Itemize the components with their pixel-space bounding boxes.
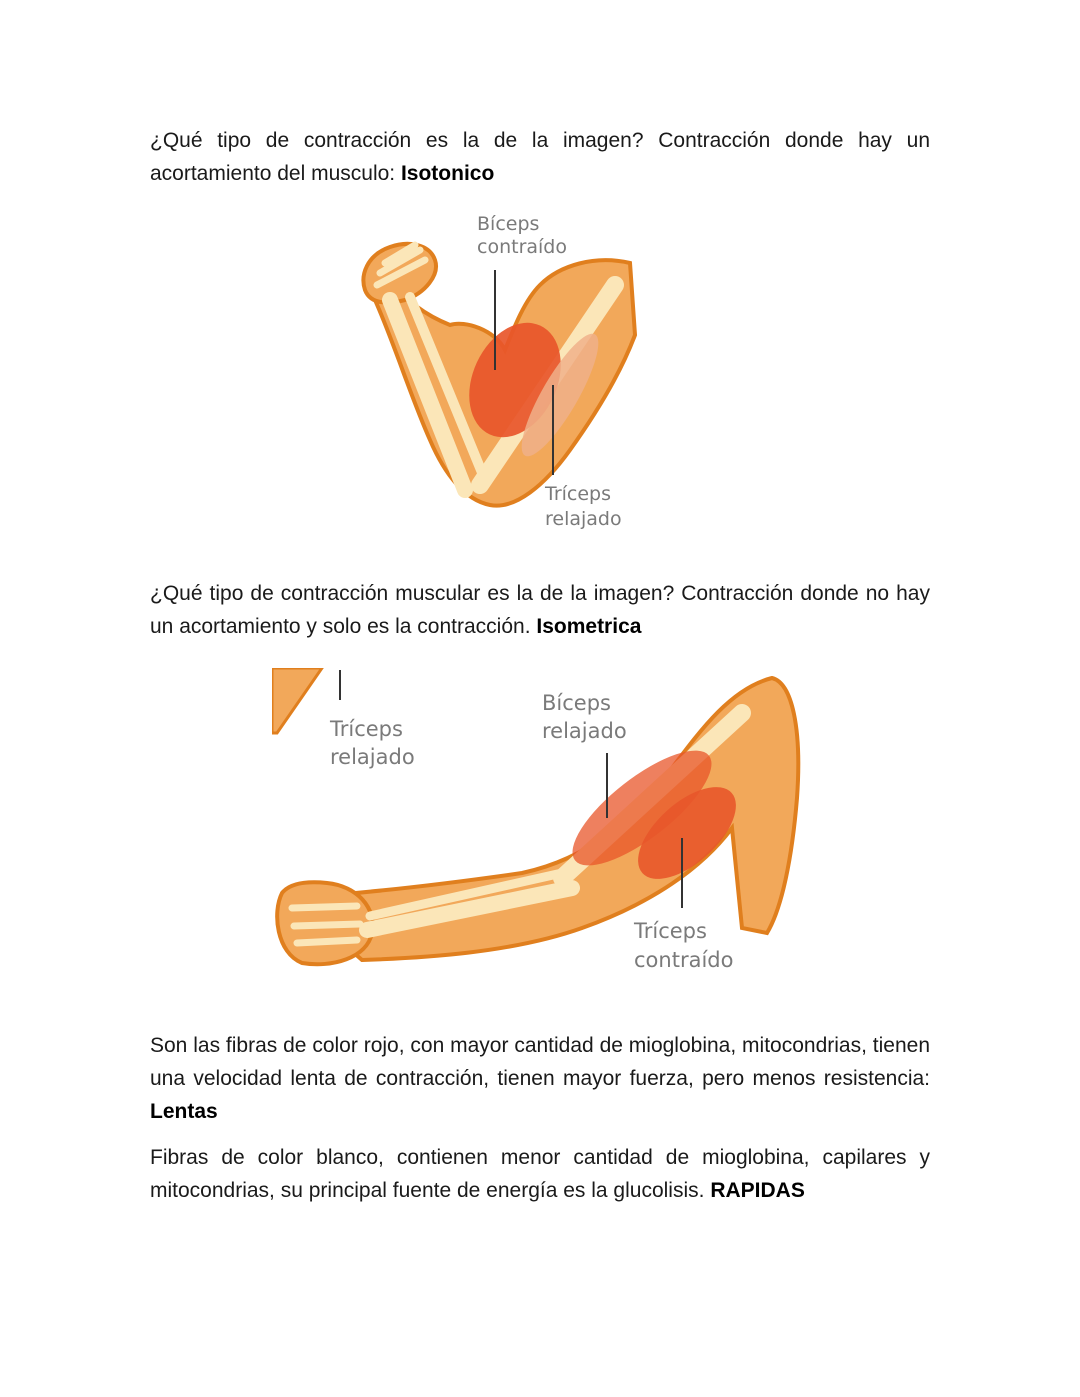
paragraph-text: Son las fibras de color rojo, con mayor cantidad de mioglobina, mitocondrias, tienen una velocidad lenta de contracción, tienen mayor fuerza, pero menos resistencia: [150, 1034, 930, 1090]
label-biceps-contraido-1: Bíceps [477, 213, 540, 235]
flexed-arm-figure [355, 205, 645, 540]
answer-isometric: Isometrica [536, 615, 642, 638]
label-triceps-relajado-1: Tríceps [545, 483, 611, 505]
label-biceps-relajado-2: relajado [542, 719, 627, 743]
label-triceps-contraido-1: Tríceps [634, 919, 707, 943]
question-isometric [150, 577, 930, 643]
label-triceps-relajado-1: Tríceps [330, 717, 403, 741]
label-triceps-relajado-2: relajado [545, 508, 622, 530]
label-triceps-relajado-2: relajado [330, 745, 415, 769]
question-text: ¿Qué tipo de contracción muscular es la de la imagen? Contracción donde no hay un acortamiento y solo es la contracción. [150, 582, 930, 638]
answer-fast: RAPIDAS [710, 1179, 805, 1202]
fibers-slow-paragraph [150, 1029, 930, 1128]
fibers-fast-paragraph [150, 1141, 930, 1207]
corner-arm-fragment [272, 668, 322, 733]
answer-slow: Lentas [150, 1100, 218, 1123]
answer-isotonic: Isotonico [400, 162, 495, 185]
label-biceps-relajado-1: Bíceps [542, 691, 611, 715]
label-biceps-contraido-2: contraído [477, 236, 567, 258]
label-triceps-contraido-2: contraído [634, 948, 734, 972]
paragraph-text: Fibras de color blanco, contienen menor cantidad de mioglobina, capilares y mitocondrias, su principal fuente de energía es la glucolisis. [150, 1146, 930, 1202]
extended-arm-figure [272, 668, 812, 978]
question-isotonic [150, 124, 930, 190]
question-text: ¿Qué tipo de contracción es la de la imagen? Contracción donde hay un acortamiento del musculo: [150, 129, 930, 185]
